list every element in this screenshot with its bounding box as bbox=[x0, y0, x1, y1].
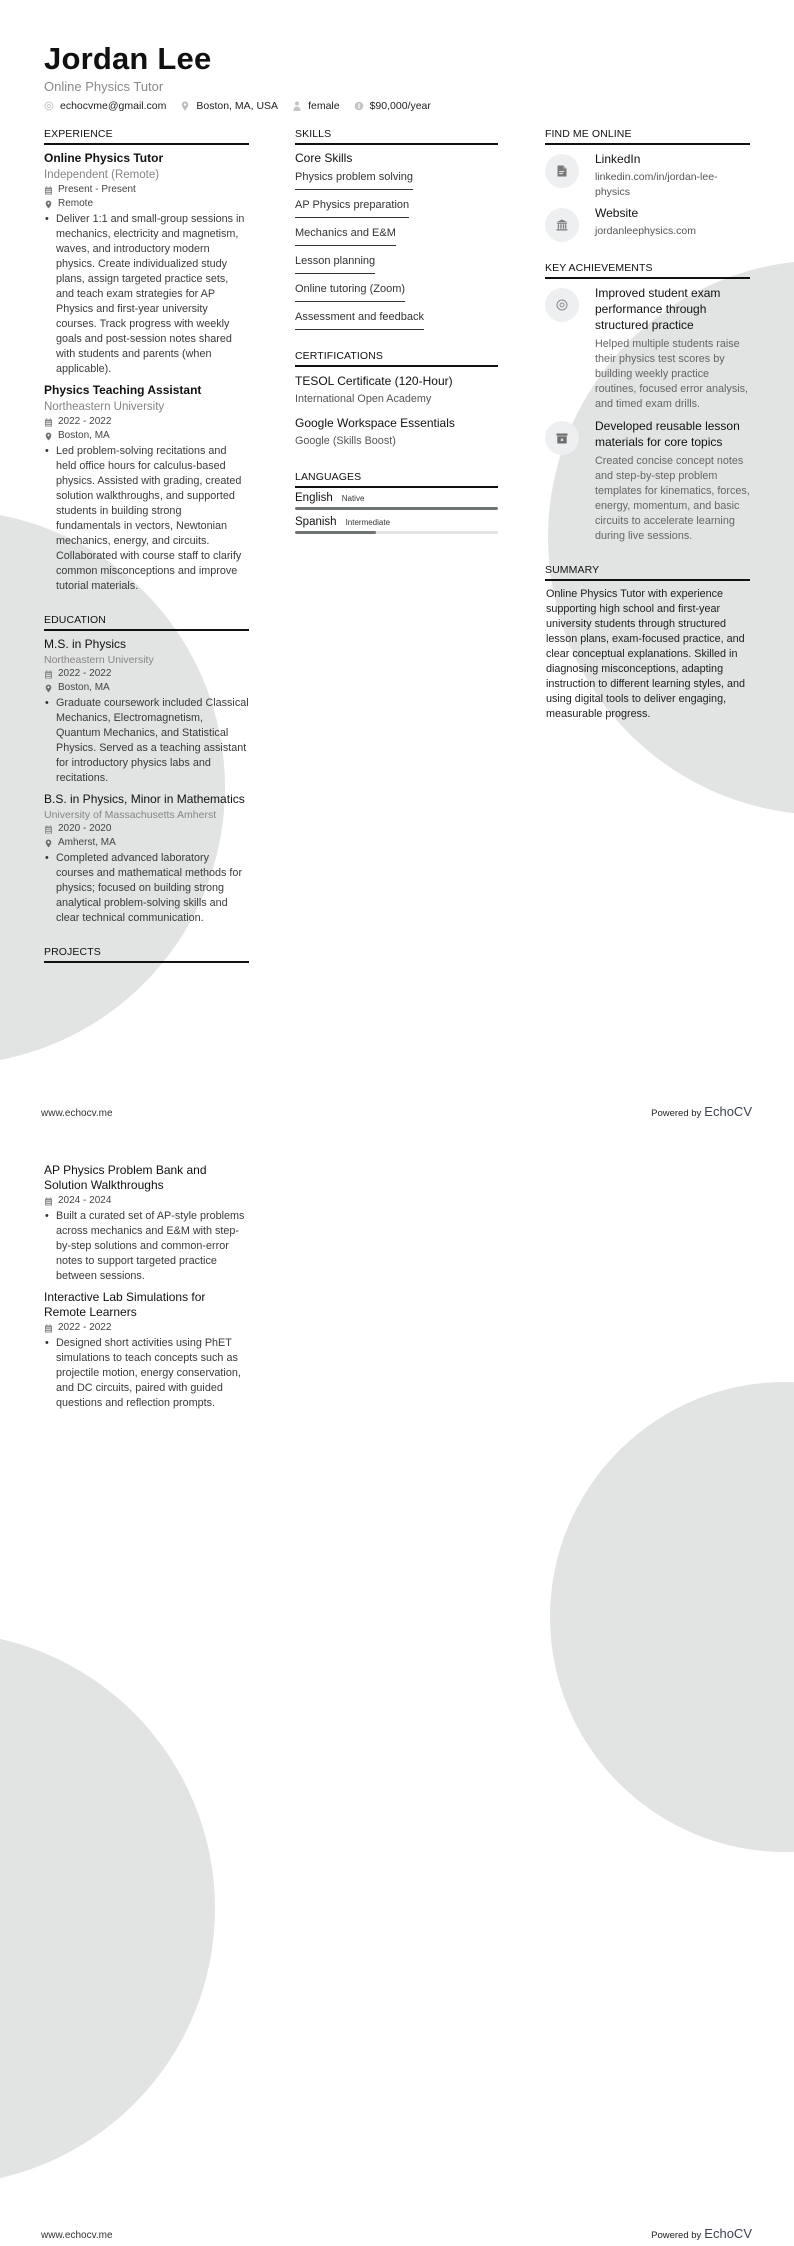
online-link-url[interactable]: jordanleephysics.com bbox=[595, 225, 696, 237]
at-icon bbox=[545, 288, 579, 322]
skill-tag: Assessment and feedback bbox=[295, 306, 424, 330]
project-name: AP Physics Problem Bank and Solution Walkthroughs bbox=[44, 1163, 207, 1192]
contact-location bbox=[180, 100, 278, 112]
left-column-continued bbox=[44, 1163, 249, 1411]
education-item bbox=[44, 637, 249, 786]
skill-group-title: Core Skills bbox=[295, 151, 353, 165]
document-icon bbox=[545, 154, 579, 188]
language-proficiency-bar bbox=[295, 507, 498, 510]
language-proficiency-fill bbox=[295, 531, 376, 534]
education-dates: 2022 - 2022 bbox=[44, 667, 249, 681]
candidate-title: Online Physics Tutor bbox=[44, 79, 164, 94]
online-link-website[interactable] bbox=[545, 205, 750, 242]
job-bullets bbox=[44, 444, 249, 594]
contact-email-text: echocvme@gmail.com bbox=[60, 100, 167, 112]
project-dates: 2022 - 2022 bbox=[44, 1321, 249, 1335]
section-title-skills: SKILLS bbox=[295, 128, 498, 145]
map-pin-icon bbox=[44, 200, 53, 209]
summary-text: Online Physics Tutor with experience supporting high school and first-year university students through structured lesson plans, exam-focused practice, and clear conceptual explanations. Skilled in diagnosing misconceptions, adapting instruction to different learning styles, and using digital tools to deliver engaging, measurable progress. bbox=[546, 588, 746, 720]
online-link-url[interactable]: linkedin.com/in/jordan-lee-physics bbox=[595, 171, 718, 198]
language-item bbox=[295, 516, 498, 534]
contact-location-text: Boston, MA, USA bbox=[196, 100, 279, 112]
language-proficiency-bar bbox=[295, 531, 498, 534]
achievement-description: Helped multiple students raise their physics test scores by building weekly practice routines, focused error analysis, and timed exam drills. bbox=[595, 338, 749, 410]
map-pin-icon bbox=[44, 432, 53, 441]
certification-name: Google Workspace Essentials bbox=[295, 416, 455, 430]
skill-tag: AP Physics preparation bbox=[295, 194, 409, 218]
section-title-projects: PROJECTS bbox=[44, 946, 249, 963]
online-link-label: LinkedIn bbox=[595, 152, 641, 166]
experience-item bbox=[44, 151, 249, 377]
calendar-icon bbox=[44, 418, 53, 427]
page-footer bbox=[41, 1104, 752, 1119]
calendar-icon bbox=[44, 670, 53, 679]
powered-by: Powered by EchoCV bbox=[651, 1104, 752, 1119]
footer-url-link[interactable]: www.echocv.me bbox=[41, 2230, 113, 2241]
footer-url-link[interactable]: www.echocv.me bbox=[41, 1108, 113, 1119]
map-pin-icon bbox=[44, 684, 53, 693]
project-item bbox=[44, 1163, 249, 1284]
certification-item bbox=[295, 415, 498, 449]
bank-icon bbox=[545, 208, 579, 242]
project-item bbox=[44, 1290, 249, 1411]
section-title-certifications: CERTIFICATIONS bbox=[295, 350, 498, 367]
contact-gender bbox=[292, 100, 340, 112]
skill-tag: Online tutoring (Zoom) bbox=[295, 278, 405, 302]
education-bullets bbox=[44, 851, 249, 926]
company-name: Independent (Remote) bbox=[44, 169, 160, 181]
person-icon bbox=[292, 101, 302, 111]
education-location: Amherst, MA bbox=[44, 836, 249, 850]
skill-tag: Mechanics and E&M bbox=[295, 222, 396, 246]
contact-row bbox=[44, 100, 445, 112]
job-location: Remote bbox=[44, 197, 249, 211]
calendar-icon bbox=[44, 825, 53, 834]
section-title-experience: EXPERIENCE bbox=[44, 128, 249, 145]
achievement-title: Developed reusable lesson materials for core topics bbox=[595, 419, 740, 449]
brand-logo[interactable]: EchoCV bbox=[704, 2226, 752, 2241]
section-title-key-achievements: KEY ACHIEVEMENTS bbox=[545, 262, 750, 279]
job-bullets bbox=[44, 212, 249, 377]
school-name: University of Massachusetts Amherst bbox=[44, 809, 217, 821]
candidate-name: Jordan Lee bbox=[44, 41, 212, 76]
section-title-summary: SUMMARY bbox=[545, 564, 750, 581]
language-level: Native bbox=[341, 494, 365, 503]
coin-icon bbox=[354, 101, 364, 111]
contact-salary bbox=[354, 100, 431, 112]
certification-issuer: Google (Skills Boost) bbox=[295, 435, 396, 447]
calendar-icon bbox=[44, 186, 53, 195]
language-name: Spanish bbox=[295, 516, 337, 528]
job-location: Boston, MA bbox=[44, 429, 249, 443]
certification-issuer: International Open Academy bbox=[295, 393, 432, 405]
achievement-description: Created concise concept notes and step-by-step problem templates for kinematics, forces, energy, momentum, and basic circuits to accelerate learning during live sessions. bbox=[595, 455, 750, 542]
online-link-linkedin[interactable] bbox=[545, 151, 750, 200]
section-title-languages: LANGUAGES bbox=[295, 471, 498, 488]
experience-item bbox=[44, 383, 249, 594]
page-footer bbox=[41, 2226, 752, 2241]
company-name: Northeastern University bbox=[44, 401, 165, 413]
degree-title: B.S. in Physics, Minor in Mathematics bbox=[44, 792, 245, 806]
contact-salary-text: $90,000/year bbox=[369, 100, 431, 112]
language-proficiency-fill bbox=[295, 507, 498, 510]
job-bullet: • Led problem-solving recitations and held office hours for calculus-based physics. Assisted with grading, created solution walkthroughs, and supported students in building strong fundamentals in vectors, Newtonian mechanics, energy, and circuits. Collaborated with course staff to clarify common misconceptions and improve tutorial materials. bbox=[44, 444, 249, 594]
project-bullets bbox=[44, 1336, 249, 1411]
contact-email[interactable] bbox=[44, 100, 166, 112]
job-title: Physics Teaching Assistant bbox=[44, 383, 202, 397]
at-icon bbox=[44, 101, 54, 111]
archive-icon bbox=[545, 421, 579, 455]
resume-header bbox=[44, 42, 445, 112]
language-item bbox=[295, 492, 498, 510]
certification-name: TESOL Certificate (120-Hour) bbox=[295, 374, 453, 388]
calendar-icon bbox=[44, 1324, 53, 1333]
education-bullets bbox=[44, 696, 249, 786]
achievement-item bbox=[545, 285, 750, 412]
brand-logo[interactable]: EchoCV bbox=[704, 1104, 752, 1119]
education-item bbox=[44, 792, 249, 926]
project-bullet: • Built a curated set of AP-style problems across mechanics and E&M with step-by-step solutions and common-error notes to support targeted practice between sessions. bbox=[44, 1209, 249, 1284]
degree-title: M.S. in Physics bbox=[44, 637, 127, 651]
project-dates: 2024 - 2024 bbox=[44, 1194, 249, 1208]
resume-page-2 bbox=[0, 1123, 794, 2246]
language-level: Intermediate bbox=[345, 518, 391, 527]
section-title-education: EDUCATION bbox=[44, 614, 249, 631]
school-name: Northeastern University bbox=[44, 654, 154, 666]
job-bullet: • Deliver 1:1 and small-group sessions in mechanics, electricity and magnetism, waves, and introductory modern physics. Create individualized study plans, assign targeted practice sets, and teach exam strategies for AP Physics and first-year university courses. Track progress with weekly goals and post-session notes shared with students and parents (when applicable). bbox=[44, 212, 249, 377]
map-pin-icon bbox=[180, 101, 190, 111]
middle-column bbox=[295, 128, 498, 534]
map-pin-icon bbox=[44, 839, 53, 848]
job-dates: 2022 - 2022 bbox=[44, 415, 249, 429]
section-title-find-me-online: FIND ME ONLINE bbox=[545, 128, 750, 145]
left-column bbox=[44, 128, 249, 963]
job-title: Online Physics Tutor bbox=[44, 151, 164, 165]
powered-by: Powered by EchoCV bbox=[651, 2226, 752, 2241]
project-bullet: • Designed short activities using PhET simulations to teach concepts such as projectile motion, energy conservation, and DC circuits, paired with guided questions and reflection prompts. bbox=[44, 1336, 249, 1411]
achievement-item bbox=[545, 418, 750, 544]
achievement-title: Improved student exam performance through structured practice bbox=[595, 286, 721, 332]
online-link-label: Website bbox=[595, 206, 639, 220]
language-name: English bbox=[295, 492, 333, 504]
education-bullet: • Graduate coursework included Classical Mechanics, Electromagnetism, Quantum Mechanics, and Statistical Physics. Served as a teaching assistant for introductory physics labs and recitations. bbox=[44, 696, 249, 786]
right-column bbox=[545, 128, 750, 722]
education-location: Boston, MA bbox=[44, 681, 249, 695]
skill-tag: Lesson planning bbox=[295, 250, 375, 274]
contact-gender-text: female bbox=[308, 100, 340, 112]
job-dates: Present - Present bbox=[44, 183, 249, 197]
certification-item bbox=[295, 373, 498, 407]
education-bullet: • Completed advanced laboratory courses and mathematical methods for physics; focused on building strong analytical problem-solving skills and clear technical communication. bbox=[44, 851, 249, 926]
education-dates: 2020 - 2020 bbox=[44, 822, 249, 836]
project-bullets bbox=[44, 1209, 249, 1284]
project-name: Interactive Lab Simulations for Remote Learners bbox=[44, 1290, 206, 1319]
skill-tag: Physics problem solving bbox=[295, 166, 413, 190]
calendar-icon bbox=[44, 1197, 53, 1206]
